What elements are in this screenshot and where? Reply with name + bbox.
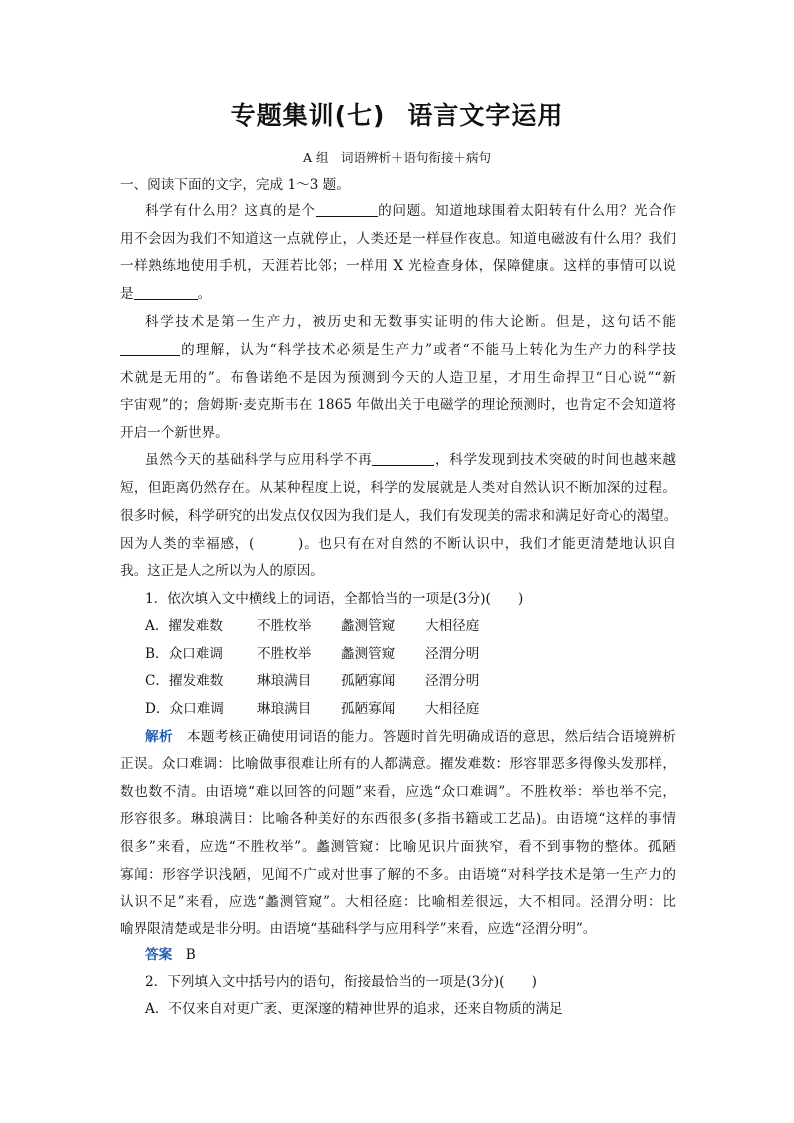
- paragraph-line: 宇宙观”的；詹姆斯·麦克斯韦在 1865 年做出关于电磁学的理论预测时，也肯定不会知道将: [120, 397, 676, 413]
- analysis-line: 形容很多。琳琅满目：比喻各种美好的东西很多(多指书籍或工艺品)。由语境“这样的事情: [120, 811, 676, 827]
- paragraph-line: 是 。: [120, 286, 212, 302]
- paragraph-line: 很多时候，科学研究的出发点仅仅因为我们是人，我们有发现美的需求和满足好奇心的渴望。: [120, 508, 678, 524]
- fill-blank: [134, 285, 198, 300]
- fill-blank: [372, 451, 434, 466]
- question-2-option-a: A．不仅来自对更广袤、更深邃的精神世界的追求，还来自物质的满足: [145, 1001, 563, 1017]
- question-1-option: B．众口难调 不胜枚举 蠡测管窥 泾渭分明: [145, 646, 480, 662]
- question-1-option: C．擢发难数 琳琅满目 孤陋寡闻 泾渭分明: [145, 673, 480, 689]
- section-heading: 一、阅读下面的文字，完成 1～3 题。: [120, 177, 350, 193]
- group-subtitle: A 组 词语辨析＋语句衔接＋病句: [302, 150, 491, 165]
- paragraph-line: 一样熟练地使用手机，天涯若比邻；一样用 X 光检查身体，保障健康。这样的事情可以说: [120, 258, 676, 274]
- paragraph-line: 的理解，认为“科学技术必须是生产力”或者“不能马上转化为生产力的科学技: [120, 341, 676, 359]
- answer-line: [145, 946, 701, 964]
- question-2-stem: 2．下列填入文中括号内的语句，衔接最恰当的一项是(3分)( ): [145, 974, 537, 990]
- paragraph-line: 开启一个新世界。: [120, 425, 229, 441]
- paragraph-line: 科学技术是第一生产力，被历史和无数事实证明的伟大论断。但是，这句话不能: [145, 314, 676, 330]
- analysis-line: 解析 本题考核正确使用词语的能力。答题时首先明确成语的意思，然后结合语境辨析: [145, 729, 676, 745]
- paragraph-line: 科学有什么用？这真的是个 的问题。知道地球围着太阳转有什么用？光合作: [145, 203, 676, 219]
- question-1-option: A．擢发难数 不胜枚举 蠡测管窥 大相径庭: [145, 618, 480, 634]
- paragraph-line: 术就是无用的”。布鲁诺绝不是因为预测到今天的人造卫星，才用生命捍卫“日心说”“新: [120, 370, 676, 386]
- analysis-line: 寡闻：形容学识浅陋，见闻不广或对世事了解的不多。由语境“对科学技术是第一生产力的: [120, 867, 676, 883]
- analysis-line: 数也数不清。由语境“难以回答的问题”来看，应选“众口难调”。不胜枚举：举也举不完，: [120, 784, 676, 800]
- paragraph-line: 用不会因为我们不知道这一点就停止，人类还是一样昼作夜息。知道电磁波有什么用？我们: [120, 231, 676, 247]
- fill-blank: [316, 202, 378, 217]
- analysis-label: 解析: [145, 729, 173, 745]
- analysis-line: 正误。众口难调：比喻做事很难让所有的人都满意。擢发难数：形容罪恶多得像头发那样，: [120, 756, 676, 772]
- paragraph-line: 短，但距离仍然存在。从某种程度上说，科学的发展就是人类对自然认识不断加深的过程。: [120, 480, 676, 496]
- answer-value: B: [185, 947, 196, 963]
- analysis-line: 喻界限清楚或是非分明。由语境“基础科学与应用科学”来看，应选“泾渭分明”。: [120, 921, 597, 937]
- paragraph-line: 我。这正是人之所以为人的原因。: [120, 563, 324, 579]
- title-sub: 语言文字运用: [407, 101, 564, 130]
- analysis-line: 很多”来看，应选“不胜枚举”。蠡测管窥：比喻见识片面狭窄，看不到事物的整体。孤陋: [120, 839, 676, 855]
- paragraph-line: 虽然今天的基础科学与应用科学不再 ，科学发现到技术突破的时间也越来越: [145, 452, 677, 468]
- question-1-option: D．众口难调 琳琅满目 孤陋寡闻 大相径庭: [145, 701, 480, 717]
- fill-blank: [120, 341, 180, 356]
- paragraph-line: 因为人类的幸福感，( )。也只有在对自然的不断认识中，我们才能更清楚地认识自: [120, 536, 676, 552]
- answer-label: 答案: [145, 947, 173, 963]
- question-1-stem: 1．依次填入文中横线上的词语，全都恰当的一项是(3分)( ): [145, 591, 524, 607]
- analysis-line: 认识不足”来看，应选“蠡测管窥”。大相径庭：比喻相差很远，大不相同。泾渭分明：比: [120, 894, 676, 910]
- title-main: 专题集训(七): [230, 101, 386, 130]
- page-title: [0, 96, 794, 132]
